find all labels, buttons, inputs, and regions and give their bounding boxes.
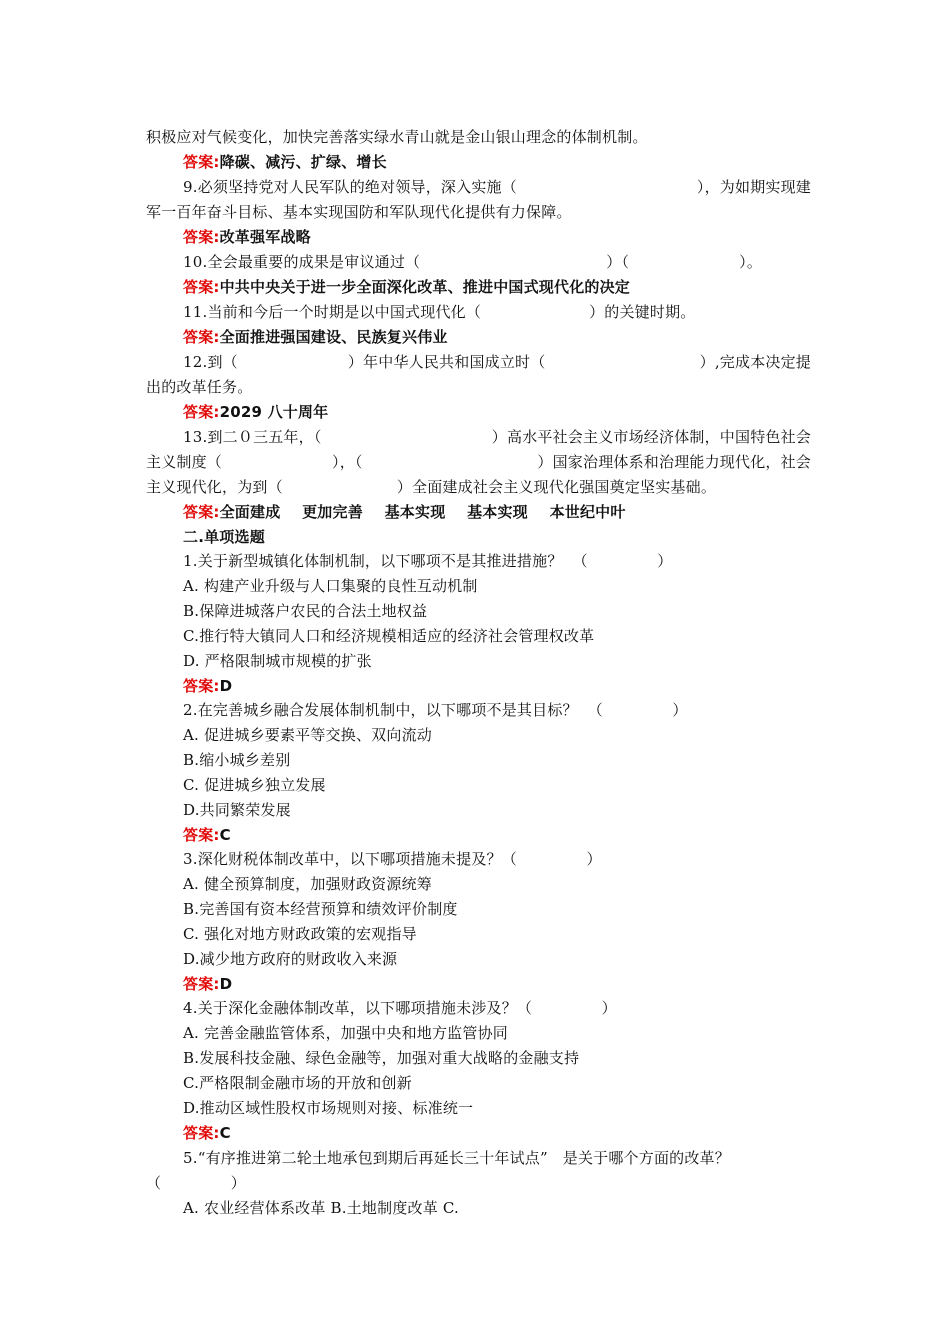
question-text: 5.“有序推进第二轮土地承包到期后再延长三十年试点” 是关于哪个方面的改革？	[183, 1149, 730, 1167]
option-b: B.缩小城乡差别	[183, 751, 291, 769]
answer-value: 改革强军战略	[219, 228, 311, 246]
option-line: A. 农业经营体系改革 B.土地制度改革 C.	[183, 1199, 460, 1217]
option-d: D.减少地方政府的财政收入来源	[183, 950, 398, 968]
answer-value: D	[219, 975, 233, 993]
option-b: B.完善国有资本经营预算和绩效评价制度	[183, 900, 458, 918]
question-10-line	[183, 252, 811, 272]
answer-line	[183, 277, 811, 297]
answer-label: 答案:	[183, 228, 220, 246]
text-span: ）国家治理体系和治理能力现代化，社会	[537, 453, 811, 471]
option-c: C. 促进城乡独立发展	[183, 776, 326, 794]
text-span: 10.全会最重要的成果是审议通过（	[183, 253, 421, 271]
answer-value: 降碳、减污、扩绿、增长	[219, 153, 387, 171]
answer-value: C	[219, 826, 231, 844]
option-a: A. 健全预算制度，加强财政资源统筹	[183, 875, 432, 893]
text-span: 主义制度（	[146, 453, 223, 471]
answer-line	[183, 152, 811, 172]
answer-label: 答案:	[183, 403, 220, 421]
option-b: B.发展科技金融、绿色金融等，加强对重大战略的金融支持	[183, 1049, 580, 1067]
option-d: D. 严格限制城市规模的扩张	[183, 652, 372, 670]
section-heading: 二.单项选题	[183, 528, 265, 546]
option-c: C.推行特大镇同人口和经济规模相适应的经济社会管理权改革	[183, 627, 595, 645]
answer-line	[183, 327, 811, 347]
question-11-line	[183, 302, 811, 322]
question-text: 1.关于新型城镇化体制机制，以下哪项不是其推进措施？ （ ）	[183, 552, 673, 570]
answer-label: 答案:	[183, 328, 220, 346]
answer-line	[183, 825, 811, 845]
text-span: ），（	[332, 453, 363, 471]
answer-line	[183, 227, 811, 247]
answer-label: 答案:	[183, 1124, 220, 1142]
question-9-line	[183, 177, 811, 197]
question-text: 2.在完善城乡融合发展体制机制中，以下哪项不是其目标？ （ ）	[183, 701, 688, 719]
answer-value: D	[219, 677, 233, 695]
answer-value: 2029 八十周年	[219, 403, 329, 421]
text-line	[146, 477, 811, 497]
answer-value: 中共中央关于进一步全面深化改革、推进中国式现代化的决定	[219, 278, 631, 296]
answer-line	[183, 502, 811, 522]
text-span: ）全面建成社会主义现代化强国奠定坚实基础。	[396, 478, 717, 496]
question-text: 4.关于深化金融体制改革，以下哪项措施未涉及？（ ）	[183, 999, 617, 1017]
text-span: ）高水平社会主义市场经济体制，中国特色社会	[491, 428, 811, 446]
answer-label: 答案:	[183, 503, 220, 521]
text-span: ）的关键时期。	[589, 303, 696, 321]
text-span: 11.当前和今后一个时期是以中国式现代化（	[183, 303, 482, 321]
text-span: ）。	[739, 253, 763, 271]
text-span: 12.到（	[183, 353, 238, 371]
text-span: 9.必须坚持党对人民军队的绝对领导，深入实施（	[183, 178, 517, 196]
question-text: 3.深化财税体制改革中，以下哪项措施未提及？（ ）	[183, 850, 602, 868]
option-d: D.推动区域性股权市场规则对接、标准统一	[183, 1099, 474, 1117]
text-line	[146, 452, 811, 472]
option-a: A. 促进城乡要素平等交换、双向流动	[183, 726, 432, 744]
text-line: 积极应对气候变化，加快完善落实绿水青山就是金山银山理念的体制机制。	[146, 128, 648, 146]
text-line: 军一百年奋斗目标、基本实现国防和军队现代化提供有力保障。	[146, 203, 572, 221]
question-12-line	[183, 352, 811, 372]
question-13-line	[183, 427, 811, 447]
option-d: D.共同繁荣发展	[183, 801, 291, 819]
text-span: ）,完成本决定提	[699, 353, 811, 371]
answer-label: 答案:	[183, 153, 220, 171]
answer-label: 答案:	[183, 826, 220, 844]
answer-line	[183, 676, 811, 696]
option-a: A. 完善金融监管体系，加强中央和地方监管协同	[183, 1024, 508, 1042]
text-span: 13.到二０三五年，（	[183, 428, 322, 446]
option-b: B.保障进城落户农民的合法土地权益	[183, 602, 428, 620]
answer-value: C	[219, 1124, 231, 1142]
answer-line	[183, 402, 811, 422]
answer-label: 答案:	[183, 278, 220, 296]
text-span: ）年中华人民共和国成立时（	[347, 353, 546, 371]
text-span: 主义现代化，为到（	[146, 478, 283, 496]
answer-label: 答案:	[183, 677, 220, 695]
option-c: C. 强化对地方财政政策的宏观指导	[183, 925, 417, 943]
answer-value: 全面建成 更加完善 基本实现 基本实现 本世纪中叶	[219, 503, 626, 521]
option-a: A. 构建产业升级与人口集聚的良性互动机制	[183, 577, 478, 595]
text-span: ），为如期实现建	[696, 178, 811, 196]
answer-value: 全面推进强国建设、民族复兴伟业	[219, 328, 448, 346]
answer-line	[183, 1123, 811, 1143]
answer-label: 答案:	[183, 975, 220, 993]
answer-line	[183, 974, 811, 994]
text-span: ）（	[606, 253, 630, 271]
option-c: C.严格限制金融市场的开放和创新	[183, 1074, 412, 1092]
text-line: （ ）	[146, 1174, 246, 1192]
text-line: 出的改革任务。	[146, 378, 253, 396]
